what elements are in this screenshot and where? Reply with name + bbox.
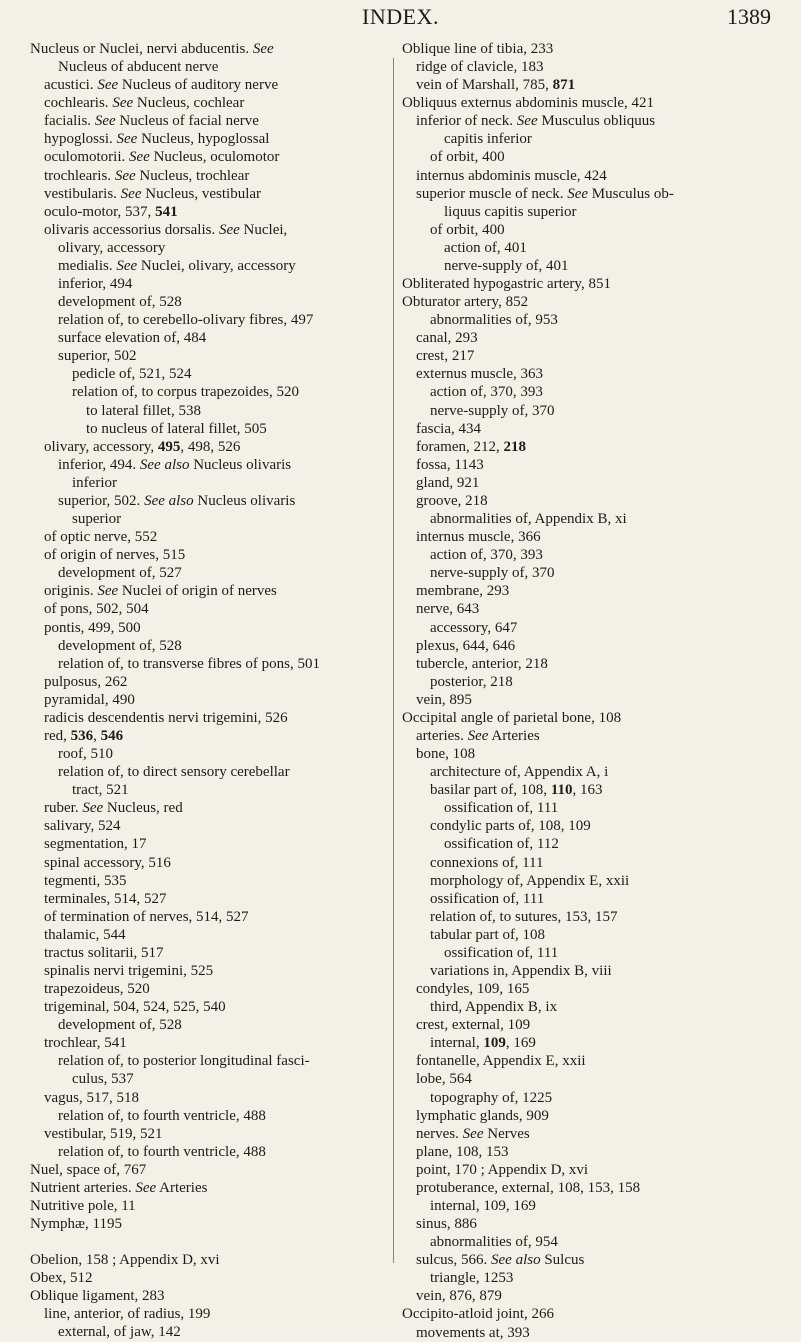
index-entry: vestibular, 519, 521 [44,1125,163,1142]
index-entry: nerve-supply of, 370 [430,565,555,582]
index-entry: posterior, 218 [430,673,513,690]
index-entry: of termination of nerves, 514, 527 [44,908,249,925]
index-entry: relation of, to fourth ventricle, 488 [58,1107,266,1124]
index-entry: relation of, to cerebello-olivary fibres, 497 [58,312,314,329]
index-entry: internal, 109, 169 [430,1198,536,1214]
index-entry: cochlearis. See Nucleus, cochlear [44,95,245,112]
index-entry: foramen, 212, 218 [416,438,526,455]
index-entry: connexions of, 111 [430,854,544,871]
page-header [0,0,801,34]
index-entry: vagus, 517, 518 [44,1089,139,1106]
index-entry: trochlear, 541 [44,1035,127,1052]
page-number: 1389 [727,4,771,29]
index-entry: tabular part of, 108 [430,926,545,943]
index-entry: membrane, 293 [416,583,510,600]
index-entry: of origin of nerves, 515 [44,547,186,564]
index-entry: triangle, 1253 [430,1270,514,1287]
index-entry: thalamic, 544 [44,926,126,943]
index-entry: ridge of clavicle, 183 [416,59,544,76]
index-entry: originis. See Nuclei of origin of nerves [44,583,277,600]
index-entry: spinal accessory, 516 [44,854,171,871]
index-entry: Oblique ligament, 283 [30,1288,165,1305]
index-entry: salivary, 524 [44,818,121,835]
index-entry: to nucleus of lateral fillet, 505 [86,420,267,437]
index-entry: condylic parts of, 108, 109 [430,818,591,835]
index-entry: ruber. See Nucleus, red [44,800,183,817]
index-entry: internus muscle, 366 [416,529,541,546]
index-entry: gland, 921 [416,474,480,491]
index-entry: trochlearis. See Nucleus, trochlear [44,167,250,184]
index-entry: liquus capitis superior [444,203,577,220]
index-entry: tract, 521 [72,782,129,799]
index-entry: red, 536, 546 [44,727,124,744]
index-entry: ossification of, 112 [444,836,559,853]
index-column-right [402,40,768,1342]
index-entry: lobe, 564 [416,1071,472,1088]
index-entry: movements at, 393 [416,1324,530,1341]
index-entry: fontanelle, Appendix E, xxii [416,1053,586,1070]
index-entry: superior, 502 [58,348,137,365]
index-entry: roof, 510 [58,746,113,763]
index-entry: external, of jaw, 142 [58,1324,181,1341]
index-entry: bone, 108 [416,746,476,763]
index-entry: relation of, to fourth ventricle, 488 [58,1143,266,1160]
index-entry: fascia, 434 [416,420,481,437]
index-entry: inferior, 494. See also Nucleus olivaris [58,456,292,473]
index-entry: point, 170 ; Appendix D, xvi [416,1161,589,1178]
index-entry: pedicle of, 521, 524 [72,366,192,383]
index-entry: plane, 108, 153 [416,1143,509,1160]
index-entry: Obex, 512 [30,1270,93,1287]
index-column-left [30,40,384,1342]
index-entry: lymphatic glands, 909 [416,1107,549,1124]
index-entry: Nutritive pole, 11 [30,1198,136,1214]
index-entry: abnormalities of, Appendix B, xi [430,511,627,528]
index-entry: vein, 876, 879 [416,1288,502,1305]
index-entry: trigeminal, 504, 524, 525, 540 [44,999,226,1016]
page-title: INDEX. [362,4,439,29]
index-entry: Nucleus or Nuclei, nervi abducentis. See [30,41,274,57]
index-entry: development of, 528 [58,1017,182,1034]
index-entry: Oblique line of tibia, 233 [402,41,554,57]
index-entry: olivary, accessory [58,239,166,256]
index-entry: crest, external, 109 [416,1017,531,1034]
index-entry: development of, 528 [58,294,182,311]
index-entry: relation of, to sutures, 153, 157 [430,908,618,925]
index-entry: inferior [72,474,117,491]
index-entry: surface elevation of, 484 [58,330,207,347]
index-entry: vestibularis. See Nucleus, vestibular [44,185,262,202]
index-entry: vein, 895 [416,691,472,708]
index-entry: development of, 528 [58,637,182,654]
index-entry: abnormalities of, 953 [430,312,558,329]
index-entry: internus abdominis muscle, 424 [416,167,607,184]
index-entry: basilar part of, 108, 110, 163 [430,782,603,799]
index-entry: hypoglossi. See Nucleus, hypoglossal [44,131,270,148]
index-entry: externus muscle, 363 [416,366,544,383]
index-entry: medialis. See Nuclei, olivary, accessory [58,257,296,274]
index-entry: arteries. See Arteries [416,727,540,744]
index-entry: Nutrient arteries. See Arteries [30,1179,208,1196]
index-entry: abnormalities of, 954 [430,1234,558,1251]
index-entry: sinus, 886 [416,1216,477,1233]
index-entry: to lateral fillet, 538 [86,402,201,419]
index-entry: plexus, 644, 646 [416,637,516,654]
index-entry: canal, 293 [416,330,478,347]
index-entry: Nymphæ, 1195 [30,1216,122,1233]
index-entry: of orbit, 400 [430,221,505,238]
index-entry: tractus solitarii, 517 [44,944,164,961]
index-entry: variations in, Appendix B, viii [430,962,612,979]
index-entry: spinalis nervi trigemini, 525 [44,962,214,979]
index-entry: ossification of, 111 [444,944,559,961]
index-entry: third, Appendix B, ix [430,999,558,1016]
index-entry: inferior, 494 [58,276,133,293]
index-entry: Occipital angle of parietal bone, 108 [402,709,622,726]
index-entry: tubercle, anterior, 218 [416,655,548,672]
index-entry: olivary, accessory, 495, 498, 526 [44,438,241,455]
index-entry: relation of, to direct sensory cerebellar [58,764,290,781]
index-entry: crest, 217 [416,348,475,365]
index-entry: culus, 537 [72,1071,134,1088]
index-entry: action of, 370, 393 [430,384,543,401]
index-entry: Obliquus externus abdominis muscle, 421 [402,95,655,112]
index-gap [30,1233,384,1251]
index-entry: sulcus, 566. See also Sulcus [416,1252,585,1269]
index-entry: superior [72,511,122,528]
index-entry: of optic nerve, 552 [44,529,158,546]
index-entry: acustici. See Nucleus of auditory nerve [44,77,279,94]
index-entry: internal, 109, 169 [430,1035,536,1052]
index-entry: segmentation, 17 [44,836,147,853]
index-entry: vein of Marshall, 785, 871 [416,77,576,94]
index-entry: tegmenti, 535 [44,872,127,889]
index-entry: line, anterior, of radius, 199 [44,1306,211,1323]
index-entry: trapezoideus, 520 [44,981,150,998]
index-entry: nerve-supply of, 370 [430,402,555,419]
index-entry: pyramidal, 490 [44,691,135,708]
column-divider [393,58,394,1263]
index-entry: nerves. See Nerves [416,1125,530,1142]
index-entry: groove, 218 [416,492,488,509]
index-entry: protuberance, external, 108, 153, 158 [416,1179,641,1196]
index-entry: superior muscle of neck. See Musculus ob- [416,185,674,202]
index-entry: nerve, 643 [416,601,480,618]
index-entry: terminales, 514, 527 [44,890,167,907]
index-entry: action of, 401 [444,239,527,256]
index-entry: relation of, to transverse fibres of pons, 501 [58,655,321,672]
index-entry: fossa, 1143 [416,456,484,473]
index-entry: action of, 370, 393 [430,547,543,564]
index-entry: morphology of, Appendix E, xxii [430,872,630,889]
index-entry: nerve-supply of, 401 [444,257,569,274]
index-entry: radicis descendentis nervi trigemini, 526 [44,709,288,726]
index-entry: oculomotorii. See Nucleus, oculomotor [44,149,280,166]
index-entry: condyles, 109, 165 [416,981,530,998]
index-entry: capitis inferior [444,131,532,148]
index-entry: relation of, to posterior longitudinal fasci- [58,1053,310,1070]
index-entry: topography of, 1225 [430,1089,553,1106]
index-entry: Obliterated hypogastric artery, 851 [402,276,611,293]
index-entry: architecture of, Appendix A, i [430,764,609,781]
index-entry: ossification of, 111 [430,890,545,907]
index-entry: relation of, to corpus trapezoides, 520 [72,384,300,401]
index-entry: superior, 502. See also Nucleus olivaris [58,492,296,509]
index-entry: development of, 527 [58,565,182,582]
index-entry: accessory, 647 [430,619,518,636]
index-entry: ossification of, 111 [444,800,559,817]
index-entry: pulposus, 262 [44,673,128,690]
index-entry: inferior of neck. See Musculus obliquus [416,113,656,130]
index-entry: pontis, 499, 500 [44,619,141,636]
index-entry: Nuel, space of, 767 [30,1161,147,1178]
index-entry: Obturator artery, 852 [402,294,529,311]
index-entry: of pons, 502, 504 [44,601,149,618]
index-entry: Nucleus of abducent nerve [58,59,219,76]
index-entry: olivaris accessorius dorsalis. See Nuclei, [44,221,288,238]
index-entry: Obelion, 158 ; Appendix D, xvi [30,1252,220,1269]
index-entry: facialis. See Nucleus of facial nerve [44,113,259,130]
index-entry: Occipito-atloid joint, 266 [402,1306,555,1323]
index-entry: of orbit, 400 [430,149,505,166]
index-entry: oculo-motor, 537, 541 [44,203,178,220]
